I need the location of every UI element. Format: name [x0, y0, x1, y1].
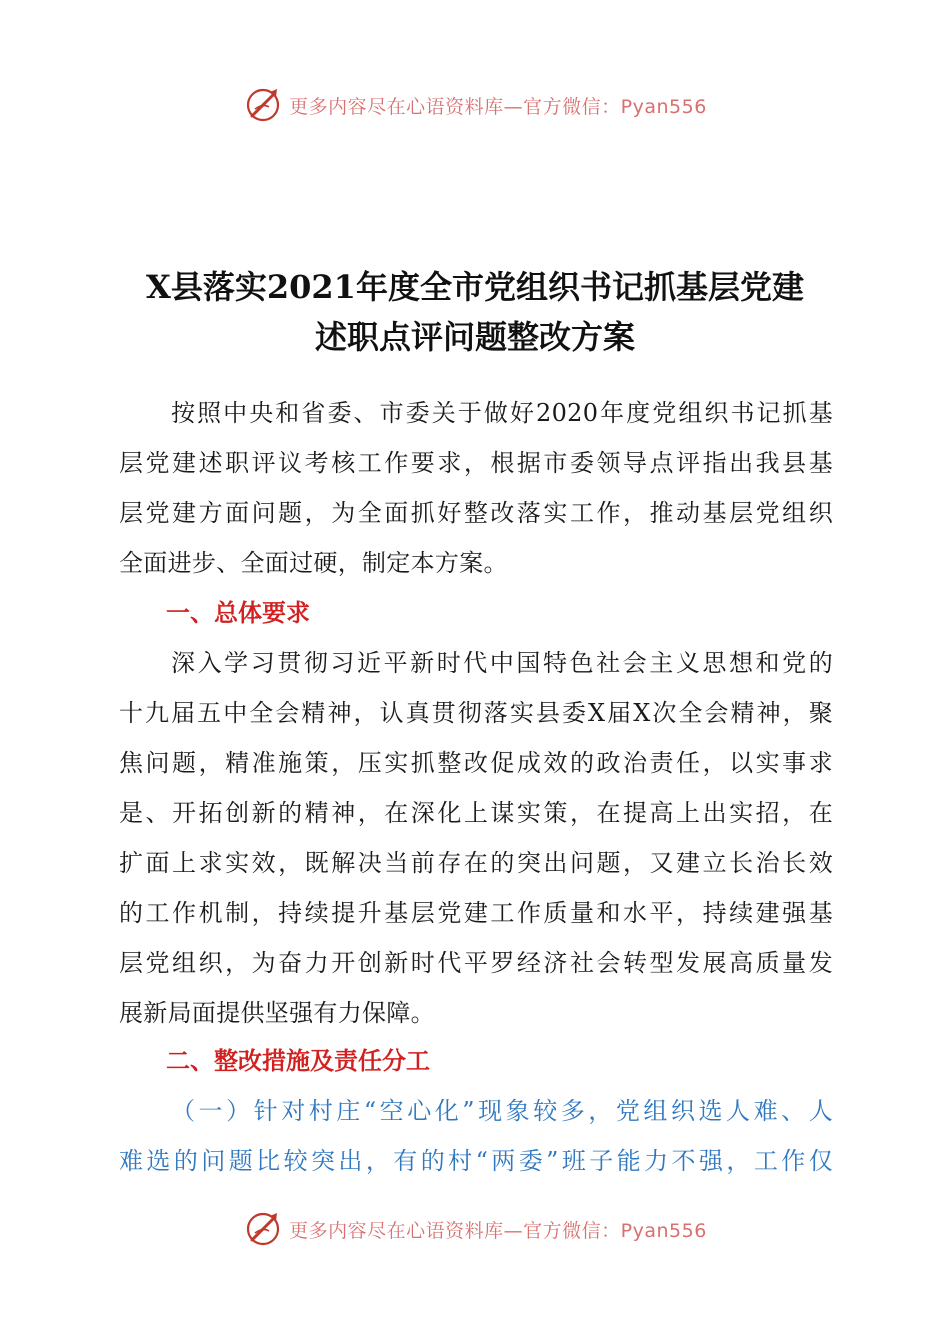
intro-paragraph: [119, 388, 833, 588]
pen-logo-icon: [243, 1209, 283, 1249]
section-heading-2: 二、整改措施及责任分工: [166, 1047, 430, 1075]
intro-line: 全面进步、全面过硬，制定本方案。: [119, 549, 508, 577]
watermark-text: 更多内容尽在心语资料库—官方微信：Pyan556: [289, 95, 707, 118]
section1-line: 层党组织，为奋力开创新时代平罗经济社会转型发展高质量发: [119, 949, 833, 977]
subsection1-line: （一）针对村庄“空心化”现象较多，党组织选人难、人: [171, 1097, 833, 1125]
section1-line: 的工作机制，持续提升基层党建工作质量和水平，持续建强基: [119, 899, 833, 927]
section1-line: 展新局面提供坚强有力保障。: [119, 999, 435, 1027]
watermark-header: [0, 80, 950, 130]
watermark-text: 更多内容尽在心语资料库—官方微信：Pyan556: [289, 1219, 707, 1242]
document-title-line-1: X县落实2021年度全市党组织书记抓基层党建: [146, 268, 804, 306]
section1-line: 深入学习贯彻习近平新时代中国特色社会主义思想和党的: [171, 649, 833, 677]
subsection1-line: 难选的问题比较突出，有的村“两委”班子能力不强，工作仅: [119, 1147, 833, 1175]
pen-logo-icon: [243, 85, 283, 125]
section1-line: 十九届五中全会精神，认真贯彻落实县委X届X次全会精神，聚: [119, 699, 833, 727]
intro-line: 按照中央和省委、市委关于做好2020年度党组织书记抓基: [171, 399, 833, 427]
intro-line: 层党建述职评议考核工作要求，根据市委领导点评指出我县基: [119, 449, 833, 477]
document-title-line-2: 述职点评问题整改方案: [314, 318, 635, 356]
watermark-footer: [0, 1204, 950, 1254]
section-heading-1: 一、总体要求: [166, 599, 310, 627]
section1-line: 焦问题，精准施策，压实抓整改促成效的政治责任，以实事求: [119, 749, 833, 777]
section1-line: 是、开拓创新的精神，在深化上谋实策，在提高上出实招，在: [119, 799, 833, 827]
section1-line: 扩面上求实效，既解决当前存在的突出问题，又建立长治长效: [119, 849, 833, 877]
section1-paragraph: [119, 638, 833, 1038]
intro-line: 层党建方面问题，为全面抓好整改落实工作，推动基层党组织: [119, 499, 833, 527]
subsection1-paragraph: [119, 1086, 833, 1186]
